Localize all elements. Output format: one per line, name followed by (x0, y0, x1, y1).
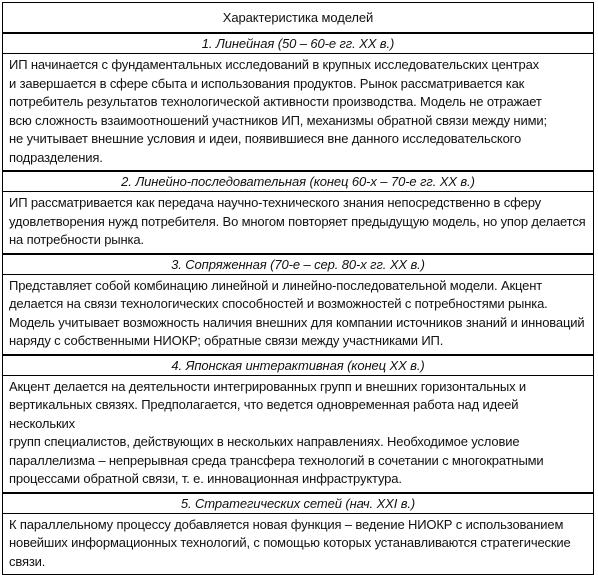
model-4-description: Акцент делается на деятельности интегрированных групп и внешних горизонтальных и вертикальных связях. Предполагается, что ведется одновременная работа над идеей нескольких групп специалистов, действующих в нескольких направлениях. Необходимое условие параллелизма – непрерывная среда трансфера технологий в сочетании с многократными процессами обратной связи, т. е. инновационная инфраструктура. (3, 376, 593, 494)
model-2-heading: 2. Линейно-последовательная (конец 60-х – 70-е гг. XX в.) (3, 172, 593, 192)
model-5-description: К параллельному процессу добавляется новая функция – ведение НИОКР с использованием новейших информационных технологий, с помощью которых устанавливаются стратегические связи. (9, 516, 571, 569)
table-title: Характеристика моделей (3, 3, 593, 34)
model-2-description: ИП рассматривается как передача научно-технического знания непосредственно в сферу удовлетворения нужд потребителя. Во многом повторяет предыдущую модель, но упор делается на потребности рынка. (3, 192, 593, 255)
model-5-heading: 5. Стратегических сетей (нач. XXI в.) (3, 494, 593, 514)
model-3-heading: 3. Сопряженная (70-е – сер. 80-х гг. XX в.) (3, 255, 593, 275)
models-table (2, 2, 594, 575)
model-1-description: ИП начинается с фундаментальных исследований в крупных исследовательских центрах и завершается в сфере сбыта и использования продуктов. Рынок рассматривается как потребитель результатов технологической активности производства. Модель не отражает всю сложность взаимоотношений участников ИП, механизмы обратной связи между ними; не учитывает внешние условия и идеи, появившиеся вне данного исследовательского подразделения. (3, 54, 593, 172)
model-3-description: Представляет собой комбинацию линейной и линейно-последовательной модели. Акцент делается на связи технологических способностей и возможностей с потребностями рынка. Модель учитывает возможность наличия внешних для компании источников знаний и инноваций наряду с собственными НИОКР; обратные связи между участниками ИП. (3, 275, 593, 356)
model-1-heading: 1. Линейная (50 – 60-е гг. XX в.) (3, 34, 593, 54)
model-4-heading: 4. Японская интерактивная (конец XX в.) (3, 356, 593, 376)
